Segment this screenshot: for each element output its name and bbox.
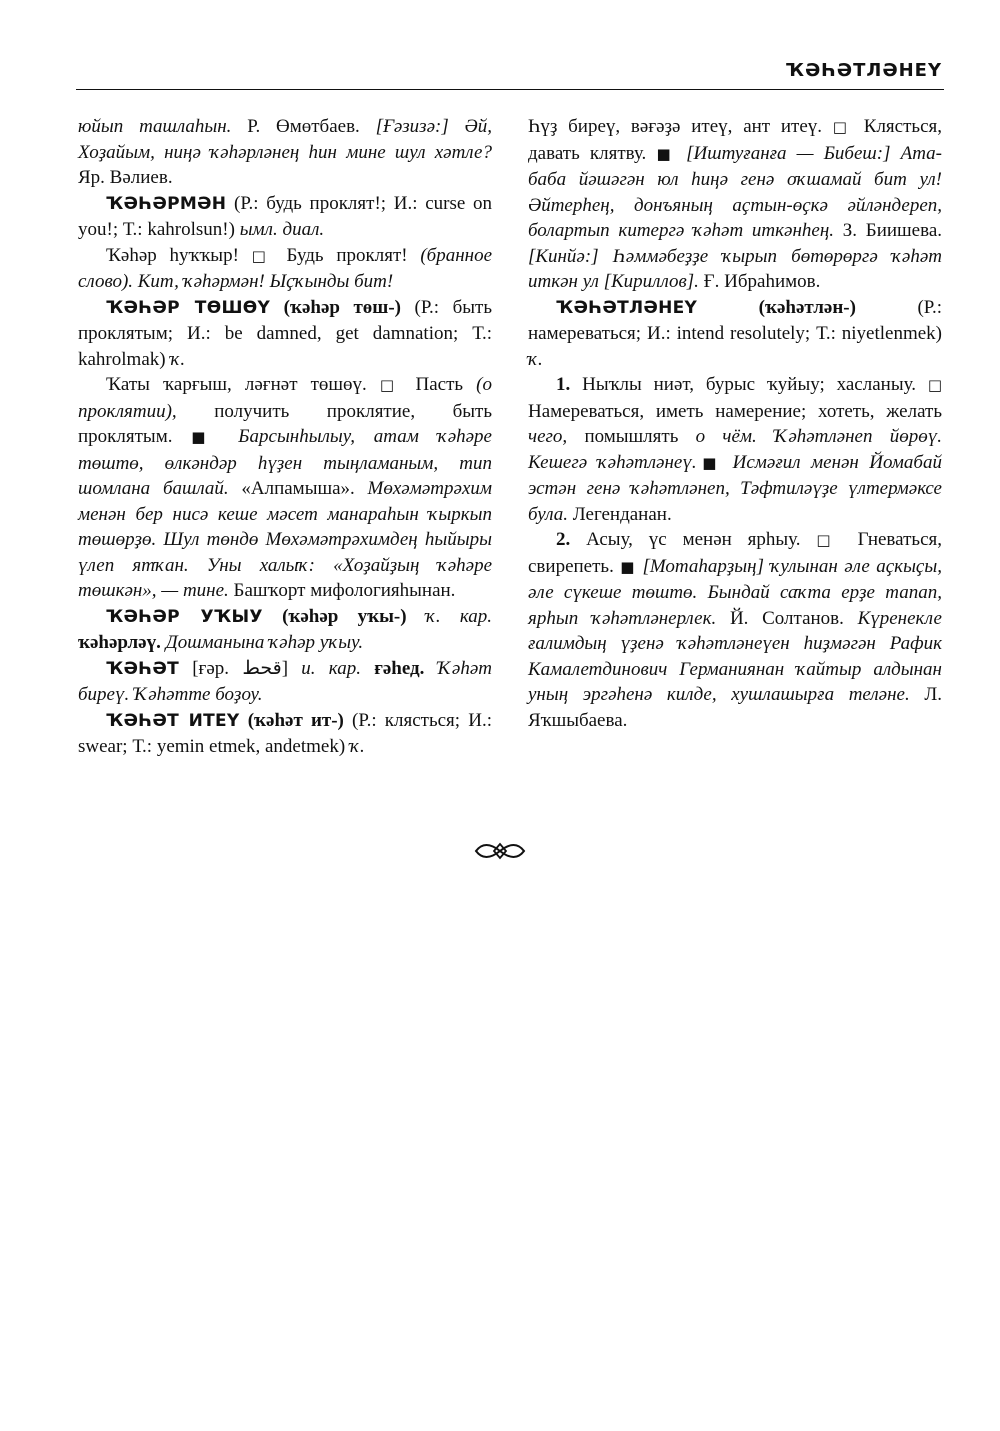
grammar-label: ҡ. кар. bbox=[406, 605, 492, 627]
example-marker-icon: ■ bbox=[696, 453, 723, 472]
arabic-etymon: قحط bbox=[242, 657, 282, 679]
headword-stem: (ҡәһәтлән-) bbox=[697, 296, 856, 318]
sense-1 bbox=[528, 372, 942, 527]
example-quote: Мөхәмәтрәхим менән бер нисә кеше мәсет манараһын ҡыркып төшөрҙө. Шул төндө Мөхәмәтрәхимдең һыйыры үлеп ятҡан. Уны халыҡ: «Хоҙайҙың ҡәһәре төшкән», — тине. bbox=[78, 478, 492, 601]
entry-sense bbox=[78, 372, 492, 604]
source-citation: Ғ. Ибраһимов. bbox=[698, 271, 821, 292]
entry-kahar-ukyu bbox=[78, 604, 492, 656]
russian-marker-icon: □ bbox=[927, 376, 942, 394]
russian-marker-icon: □ bbox=[251, 246, 274, 265]
grammar-label: ҡ. bbox=[349, 736, 365, 757]
translations: (Р.: быть проклятым; И.: be damned, get damnation; Т.: kahrolmak) bbox=[78, 296, 492, 370]
header-rule bbox=[76, 89, 944, 90]
russian-definition: Намереваться, иметь намерение; хотеть, желать bbox=[528, 400, 942, 422]
sense-2 bbox=[528, 527, 942, 733]
source-citation: З. Биишева. bbox=[834, 220, 942, 241]
example-marker-icon: ■ bbox=[656, 144, 676, 163]
ornament-icon bbox=[472, 840, 528, 862]
grammar-label: и. кар. bbox=[301, 657, 375, 679]
sense-number: 2. bbox=[556, 529, 571, 550]
example-quote: [Кинйә:] Һәммәбеҙҙе ҡырып бөтөрөргә ҡәһәт иткән ул [Кириллов]. bbox=[528, 245, 942, 292]
source-citation: Легенданан. bbox=[568, 503, 672, 525]
definition: Ҡаты ҡарғыш, ләғнәт төшөү. bbox=[106, 374, 380, 395]
headword: ҠӘҺӘТ ИТЕҮ bbox=[106, 710, 240, 731]
example-quote: Барсынһылыу, атам ҡәһәре төштө, өлкәндәр һүҙен тыңламаным, тип шомлана башлай. bbox=[78, 426, 492, 499]
grammar-label: ҡ. bbox=[170, 348, 186, 370]
etymology: [ғәр. bbox=[178, 657, 243, 679]
sense-number: 1. bbox=[556, 374, 571, 395]
entry-kaharman bbox=[78, 191, 492, 243]
entry-kahatlaneu bbox=[528, 295, 942, 373]
russian-marker-icon: □ bbox=[816, 531, 842, 549]
headword: ҠӘҺӘТ bbox=[106, 658, 179, 679]
entry-kahar-toshou bbox=[78, 295, 492, 373]
right-column bbox=[528, 114, 942, 733]
example-quote: Ҡәһәт биреү. Ҡәһәтте боҙоу. bbox=[78, 657, 493, 705]
definition: Ҡәһәр һуҡҡыр! bbox=[106, 244, 252, 266]
russian-definition: Пасть bbox=[402, 374, 477, 395]
entry-sense bbox=[528, 114, 942, 295]
russian-note: чего, bbox=[528, 426, 568, 447]
source-citation: «Алпамыша». bbox=[228, 478, 368, 499]
example-quote: [Иштуғанға — Бибеш:] Ата-баба йәшәгән юл һиңә генә оҡшамай бит ул! Әйтерһең, донъяның аҫтын-өҫкә әйләндереп, болартып китергә ҡәһәт иткәнһең. bbox=[528, 142, 942, 241]
headword: ҠӘҺӘРМӘН bbox=[106, 193, 227, 214]
source-citation: Башҡорт мифологияһынан. bbox=[228, 580, 456, 601]
russian-definition: Гневаться, свирепеть. bbox=[528, 529, 942, 577]
headword-stem: (ҡәһәр уҡы-) bbox=[262, 605, 407, 627]
etymology: ] bbox=[281, 657, 302, 679]
entry-kahat bbox=[78, 656, 492, 708]
headword: ҠӘҺӘР ТӨШӨҮ bbox=[106, 297, 271, 318]
headword: ҠӘҺӘР УҠЫУ bbox=[106, 606, 263, 627]
cross-reference: ғәһед. bbox=[374, 657, 425, 679]
running-head: ҠӘҺӘТЛӘНЕҮ bbox=[785, 60, 942, 81]
definition: Асыу, үс менән ярһыу. bbox=[570, 529, 817, 550]
entry-sense bbox=[78, 243, 492, 295]
russian-definition: помышлять bbox=[567, 426, 696, 447]
definition: Һүҙ биреү, вәғәҙә итеү, ант итеү. bbox=[528, 116, 833, 137]
translations: (Р.: будь проклят!; И.: curse on you!; Т.: kahrolsun!) bbox=[78, 192, 492, 240]
definition: Ныҡлы ниәт, бурыс ҡуйыу; хасланыу. bbox=[570, 374, 928, 395]
russian-note: о чём. bbox=[695, 426, 757, 447]
russian-marker-icon: □ bbox=[379, 376, 403, 394]
entry-kahat-iteu bbox=[78, 708, 492, 760]
source-citation: Л. Яҡшыбаева. bbox=[528, 684, 942, 731]
russian-definition: Клясться, давать клятву. bbox=[528, 116, 942, 164]
example-quote: Дошманына ҡәһәр уҡыу. bbox=[160, 632, 364, 653]
example-quote: Исмәғил менән Йомабай эстән генә ҡәһәтләнеп, Тәфтиләүҙе үлтермәксе була. bbox=[528, 451, 942, 525]
headword-stem: (ҡәһәр төш-) bbox=[270, 296, 401, 318]
example-quote: [Мотаһарҙың] ҡулынан әле аҫкыҫы, әле сүкеше төштө. Бындай саҡта ерҙе тапап, ярһып ҡәһәтләнерлек. bbox=[528, 555, 942, 629]
example-quote: (бранное слово). Кит, ҡәһәрмән! Ыҫҡынды бит! bbox=[78, 244, 492, 292]
headword: ҠӘҺӘТЛӘНЕҮ bbox=[556, 297, 698, 318]
russian-marker-icon: □ bbox=[832, 118, 853, 136]
grammar-label: ҡ. bbox=[528, 348, 543, 370]
russian-definition: Будь проклят! bbox=[273, 244, 421, 266]
example-quote: [Ғәзизә:] Әй, Хоҙайым, ниңә ҡәһәрләнең һин мине шул хәтле? bbox=[78, 116, 493, 163]
translations: (Р.: клясться; И.: swear; Т.: yemin etmek, andetmek) bbox=[78, 709, 492, 757]
russian-note: (о проклятии), bbox=[78, 374, 492, 422]
example-marker-icon: ■ bbox=[620, 557, 637, 576]
entry-continuation bbox=[78, 114, 492, 191]
cross-reference: ҡәһәрләү. bbox=[78, 632, 161, 653]
text-italic: юйып ташлаһын. bbox=[78, 116, 232, 137]
source-citation: Р. Өмөтбаев. bbox=[231, 116, 376, 137]
example-quote: Ҡәһәтләнеп йөрөү. Кешегә ҡәһәтләнеү. bbox=[528, 426, 943, 473]
left-column bbox=[78, 114, 492, 760]
source-citation: Й. Солтанов. bbox=[716, 607, 858, 629]
source-citation: Яр. Вәлиев. bbox=[78, 167, 173, 188]
headword-stem: (ҡәһәт ит-) bbox=[239, 709, 344, 731]
example-marker-icon: ■ bbox=[191, 428, 220, 446]
example-quote: Күренекле ғалимдың үҙенә ҡәһәтләнеүен һиҙмәгән Рафик Камалетдинович Германиянан ҡайтыр алдынан уның эргәһенә килде, хушлашырға теләне. bbox=[528, 607, 942, 705]
translations: (Р.: намереваться; И.: intend resolutely; Т.: niyetlenmek) bbox=[528, 296, 942, 344]
russian-definition: получить проклятие, быть проклятым. bbox=[78, 400, 492, 447]
section-end-ornament-icon bbox=[0, 840, 1000, 867]
grammar-label: ымл. диал. bbox=[239, 219, 325, 240]
